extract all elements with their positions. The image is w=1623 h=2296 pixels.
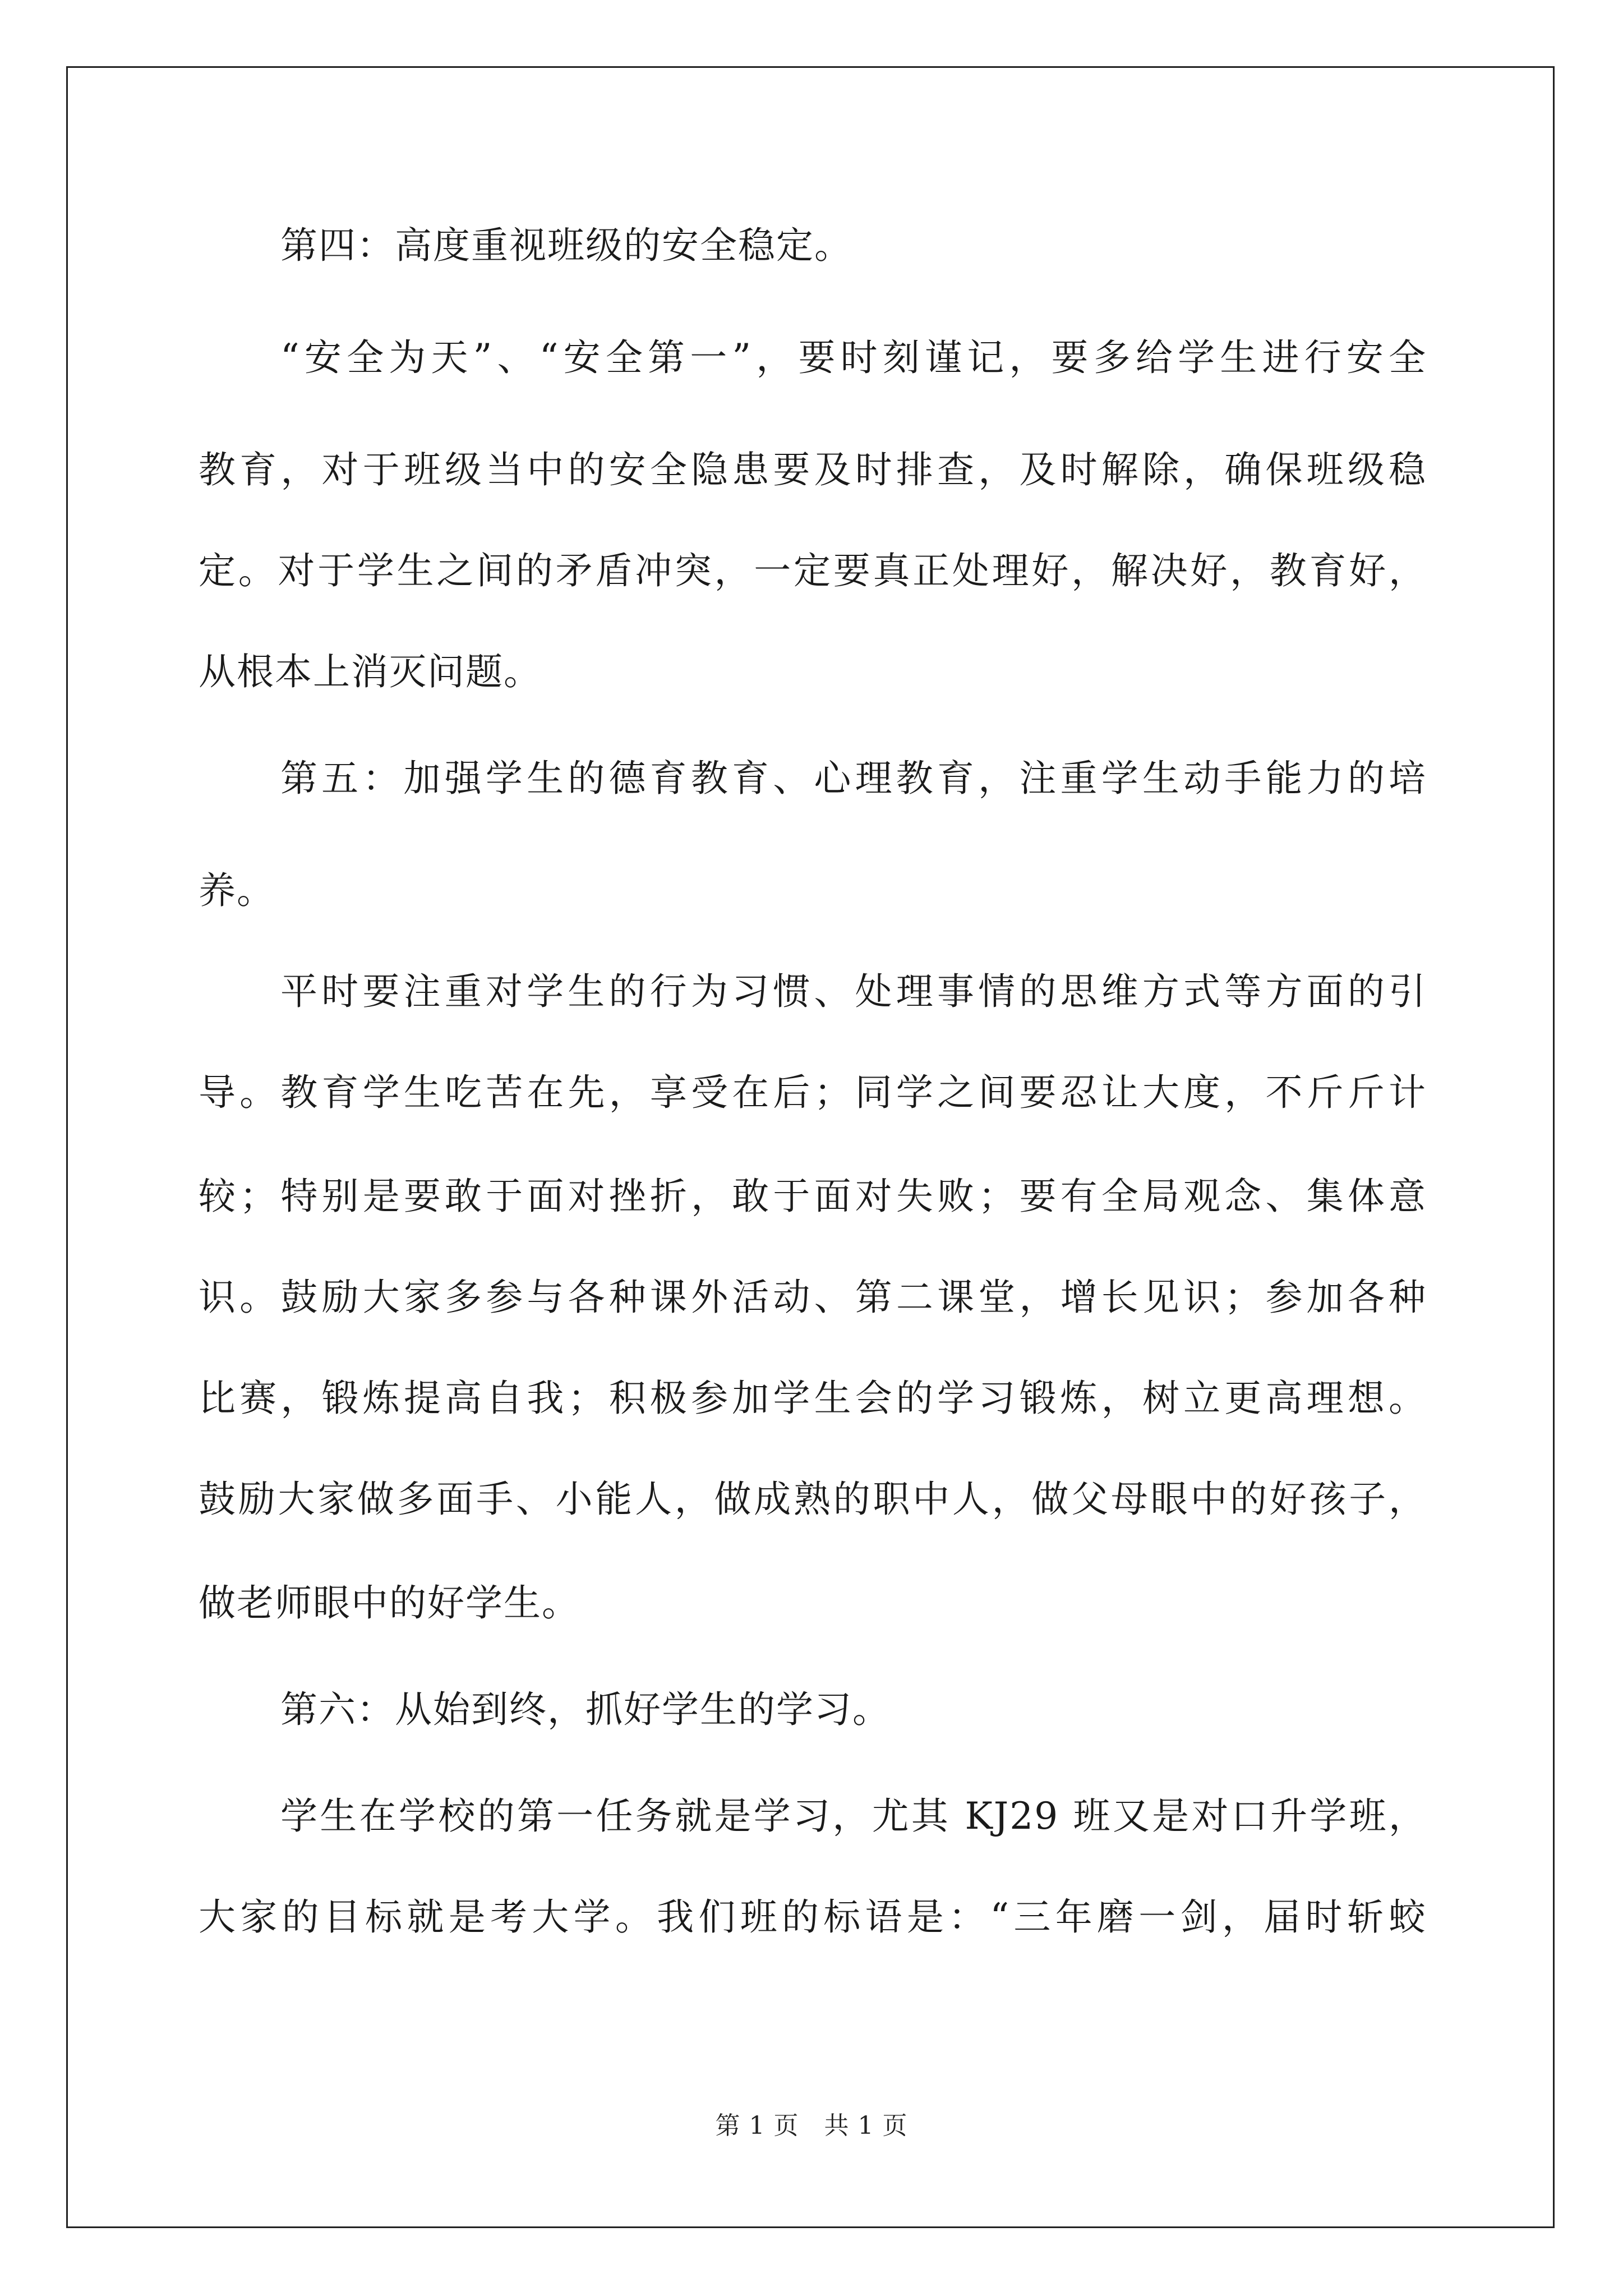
paragraph-line: 鼓励大家做多面手、小能人，做成熟的职中人，做父母眼中的好孩子， — [199, 1478, 1427, 1521]
paragraph-line: 教育，对于班级当中的安全隐患要及时排查，及时解除，确保班级稳 — [199, 448, 1427, 491]
paragraph-line: 从根本上消灭问题。 — [199, 650, 542, 693]
paragraph-line: 第四：高度重视班级的安全稳定。 — [280, 224, 852, 267]
paragraph-line: 定。对于学生之间的矛盾冲突，一定要真正处理好，解决好，教育好， — [199, 549, 1427, 592]
paragraph-line: 比赛，锻炼提高自我；积极参加学生会的学习锻炼，树立更高理想。 — [199, 1377, 1427, 1420]
page-footer — [0, 2105, 1623, 2141]
paragraph-line: 学生在学校的第一任务就是学习，尤其 KJ29 班又是对口升学班， — [280, 1795, 1427, 1838]
paragraph-line: 第六：从始到终，抓好学生的学习。 — [280, 1688, 891, 1731]
paragraph-line: 较；特别是要敢于面对挫折，敢于面对失败；要有全局观念、集体意 — [199, 1175, 1427, 1218]
page-number: 第 1 页 — [715, 2111, 799, 2140]
paragraph-line: 识。鼓励大家多参与各种课外活动、第二课堂，增长见识；参加各种 — [199, 1276, 1427, 1319]
paragraph-line: 大家的目标就是考大学。我们班的标语是：“三年磨一剑，届时斩蛟 — [199, 1895, 1427, 1939]
page-total: 共 1 页 — [824, 2111, 908, 2140]
paragraph-line: 第五：加强学生的德育教育、心理教育，注重学生动手能力的培 — [280, 757, 1427, 800]
paragraph-line: 做老师眼中的好学生。 — [199, 1581, 580, 1625]
paragraph-line: 平时要注重对学生的行为习惯、处理事情的思维方式等方面的引 — [280, 970, 1427, 1013]
paragraph-line: 养。 — [199, 869, 275, 912]
paragraph-line: “安全为天”、“安全第一”，要时刻谨记，要多给学生进行安全 — [280, 336, 1427, 379]
paragraph-line: 导。教育学生吃苦在先，享受在后；同学之间要忍让大度，不斤斤计 — [199, 1071, 1427, 1114]
